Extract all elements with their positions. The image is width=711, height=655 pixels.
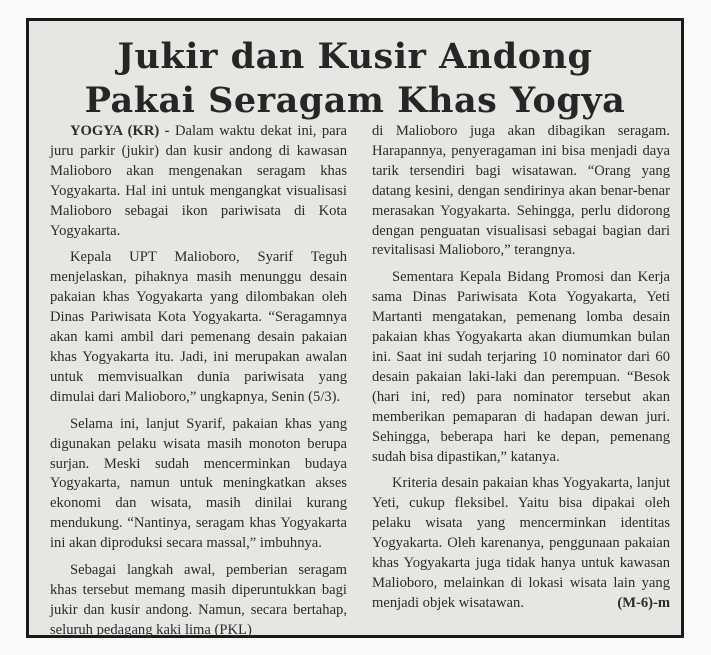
paragraph: Sementara Kepala Bidang Promosi dan Kerja sama Dinas Pariwisata Kota Yogyakarta, Yeti Martanti mengatakan, pemenang lomba desain pakaian khas Yogyakarta akan diumumkan bulan ini. Saat ini sudah terjaring 10 nominator dari 60 desain pakaian laki-laki dan perempuan. “Besok (hari ini, red) para nominator tersebut akan memberikan pemaparan di hadapan dewan juri. Sehingga, beberapa hari ke depan, pemenang sudah bisa dipastikan,” katanya. [372,269,670,465]
paragraph: Selama ini, lanjut Syarif, pakaian khas yang digunakan pelaku wisata masih monoton berupa surjan. Meski sudah mencerminkan budaya Yogyakarta, namun untuk meningkatkan akses ekonomi dan wisata, masih dinilai kurang mendukung. “Nantinya, seragam khas Yogyakarta ini akan diproduksi secara massal,” imbuhnya. [50,415,347,552]
paragraph-text: Dalam waktu dekat ini, para juru parkir (jukir) dan kusir andong di kawasan Malioboro akan mengenakan seragam khas Yogyakarta. Hal ini untuk mengangkat visualisasi Malioboro sebagai ikon pariwisata di Kota Yogyakarta. [50,123,347,239]
paragraph: di Malioboro juga akan dibagikan seragam. Harapannya, penyeragaman ini bisa menjadi daya tarik tersendiri bagi wisatawan. “Orang yang datang kesini, dengan sendirinya akan benar-benar merasakan Yogyakarta. Sehingga, perlu didorong dengan penguatan visualisasi sebagai bagian dari revitalisasi Malioboro,” terangnya. [372,123,670,259]
author-signature: (M-6)-m [617,594,670,611]
newspaper-clipping [26,18,684,638]
article-column-2 [372,122,670,614]
headline-line-2: Pakai Seragam Khas Yogya [84,80,626,121]
paragraph [50,122,347,241]
paragraph: Kepala UPT Malioboro, Syarif Teguh menjelaskan, pihaknya masih menunggu desain pakaian khas Yogyakarta yang dilombakan oleh Dinas Pariwisata Kota Yogyakarta. “Seragamnya akan kami ambil dari pemenang desain pakaian khas Yogyakarta itu. Jadi, ini merupakan awalan untuk memvisualkan dunia pariwisata yang dimulai dari Malioboro,” ungkapnya, Senin (5/3). [50,249,347,405]
paragraph: Sebagai langkah awal, pemberian seragam khas tersebut memang masih diperuntukkan bagi jukir dan kusir andong. Namun, secara bertahap, seluruh pedagang kaki lima (PKL) [50,562,347,638]
dateline: YOGYA (KR) - [70,123,170,139]
article-column-1 [50,122,347,641]
headline-line-1: Jukir dan Kusir Andong [117,36,593,77]
paragraph: Kriteria desain pakaian khas Yogyakarta, lanjut Yeti, cukup fleksibel. Yaitu bisa dipakai oleh pelaku wisata yang mencerminkan identitas Yogyakarta. Oleh karenanya, penggunaan pakaian khas Yogyakarta juga tidak hanya untuk kawasan Malioboro, melainkan di lokasi wisata lain yang menjadi objek wisatawan. [372,475,670,611]
